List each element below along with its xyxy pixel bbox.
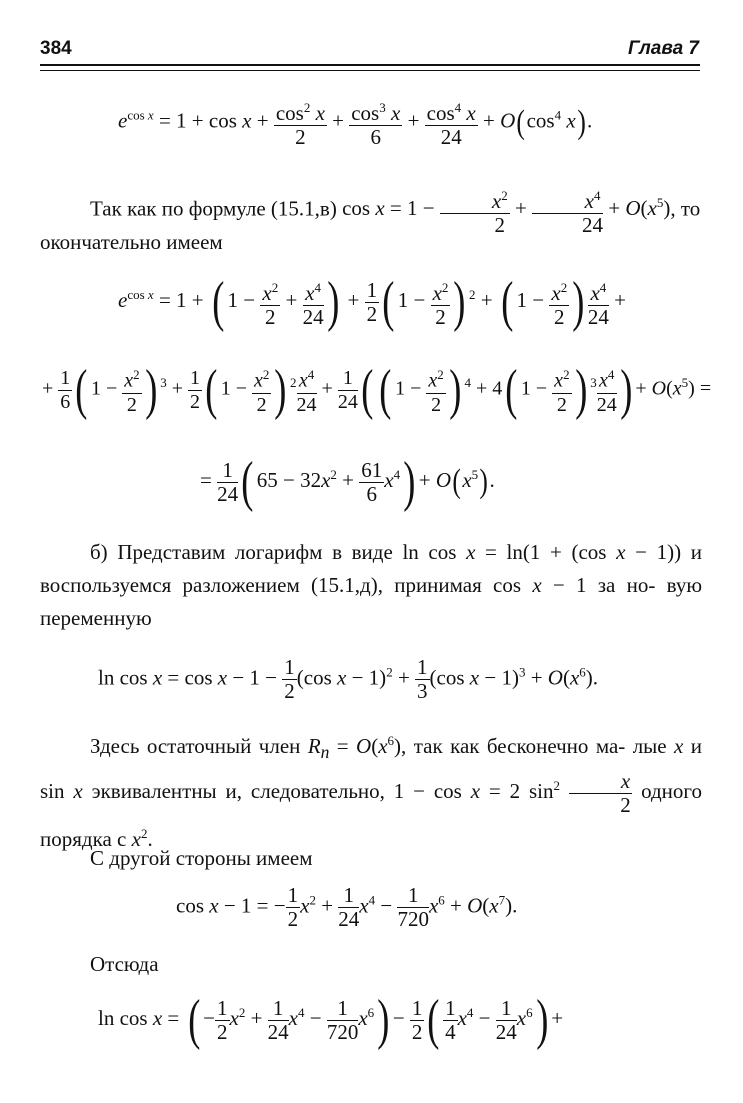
paragraph-other-side: С другой стороны имеем <box>90 846 313 870</box>
header-rule-top <box>40 64 700 66</box>
p1-text-after: , то <box>670 196 701 221</box>
chapter-title: Глава 7 <box>628 38 699 59</box>
equation-ln-cos: ln cos x = cos x − 1 − $\frac{1}{2}$ (cos x − 1)$^2$ + $\frac{1}{3}$ (cos $x - 1)^3 + O(x^6)$. <box>98 655 599 703</box>
paragraph-final-label: окончательно имеем <box>40 230 223 254</box>
p3-a: Здесь остаточный член <box>90 734 301 758</box>
page-number: 384 <box>40 38 72 59</box>
p2-d: вую переменную <box>40 573 703 630</box>
p2-c: за но- <box>597 573 656 597</box>
equation-ln-cos-series: ln cos x = ( − $\frac{1}{2}$ $x^2$ + $\frac{1}{24}$ $x^4$ − $\frac{1}{720}$ $x^6$) − $\frac{1}{2}$ ( $\frac{1}{4}$ $x^4$ − $\frac{1}{24}$ $x^6$) + <box>98 989 564 1051</box>
paragraph-log: б) Представим логарифм в виде ln cos x = ln(1 + (cos x − 1)) и воспользуемся разложением (15.1,д), принимая cos x − 1 за но- вую переменную <box>40 540 703 630</box>
equation-exp-expansion-line1: $e^{cos x} = 1$ + ( 1 − $\frac{x^2}{2}$ + $\frac{x^4}{24}$ ) + $\frac{1}{2}$ ( 1 − $\frac{x^2}{2}$ ) $^2$ + ( 1 − $\frac{x^2}{2}$ ) $\frac{x^4}{24}$ + <box>118 271 626 333</box>
p1-text-before: Так как по формуле (15.1,в) <box>90 196 337 221</box>
header-rule-bottom <box>40 70 700 71</box>
paragraph-remainder: Здесь остаточный член $R_n = O(x^6)$, так как бесконечно ма- лые x и sin x эквивалентны и, следовательно, 1 − cos x = 2 $\sin^2$ $\frac{x}{2}$ одного порядка с $x^2$. <box>40 733 703 851</box>
p3-f: одного порядка с <box>40 779 703 851</box>
p2-a: б) Представим логарифм в виде <box>90 540 393 564</box>
p3-b: , так как бесконечно ма- <box>401 734 626 758</box>
p3-d: и <box>690 734 703 758</box>
equation-cos-minus-one: cos x − 1 = − $\frac{1}{2}$ $x^2$ + $\frac{1}{24}$ $x^4$ − $\frac{1}{720}$ $x^6 + O(x^7)$. <box>176 883 518 931</box>
p2-b: и воспользуемся разложением (15.1,д), принимая <box>40 540 702 597</box>
paragraph-hence: Отсюда <box>90 952 159 976</box>
equation-exp-expansion-line2: + $\frac{1}{6}$ ( 1 − $\frac{x^2}{2}$ ) $^3$ + $\frac{1}{2}$ ( 1 − $\frac{x^2}{2}$ ) $^2$ $\frac{x^4}{24}$ + $\frac{1}{24}$ ( ( 1 − $\frac{x^2}{2}$ ) $^4$ + 4( 1 − $\frac{x^2}{2}$ ) $^3$ $\frac{x^4}{24}$ ) + $O(x^5)$ = <box>42 359 712 421</box>
p3-e: эквивалентны и, следовательно, <box>91 779 385 804</box>
p3-c: лые <box>632 734 667 758</box>
inline-cos-expansion: cos x = 1 − $\frac{x^2}{2}$ + $\frac{x^4}{24}$ + $O(x^5)$ <box>342 196 670 220</box>
equation-exp-result: = $\frac{1}{24}$ ( $65 - 32x^2$ + $\frac{61}{6}$ $x^4) + O(x^5)$. <box>200 451 495 513</box>
var-x: x <box>674 734 684 758</box>
equation-exp-cos: $e^{cos x} = 1 + \cos x$ + $\frac{\cos^2 x}{2}$ + $\frac{\cos^3 x}{6}$ + $\frac{\cos^4 x}{24}$ + $O(\cos^4$ x). <box>118 96 592 149</box>
